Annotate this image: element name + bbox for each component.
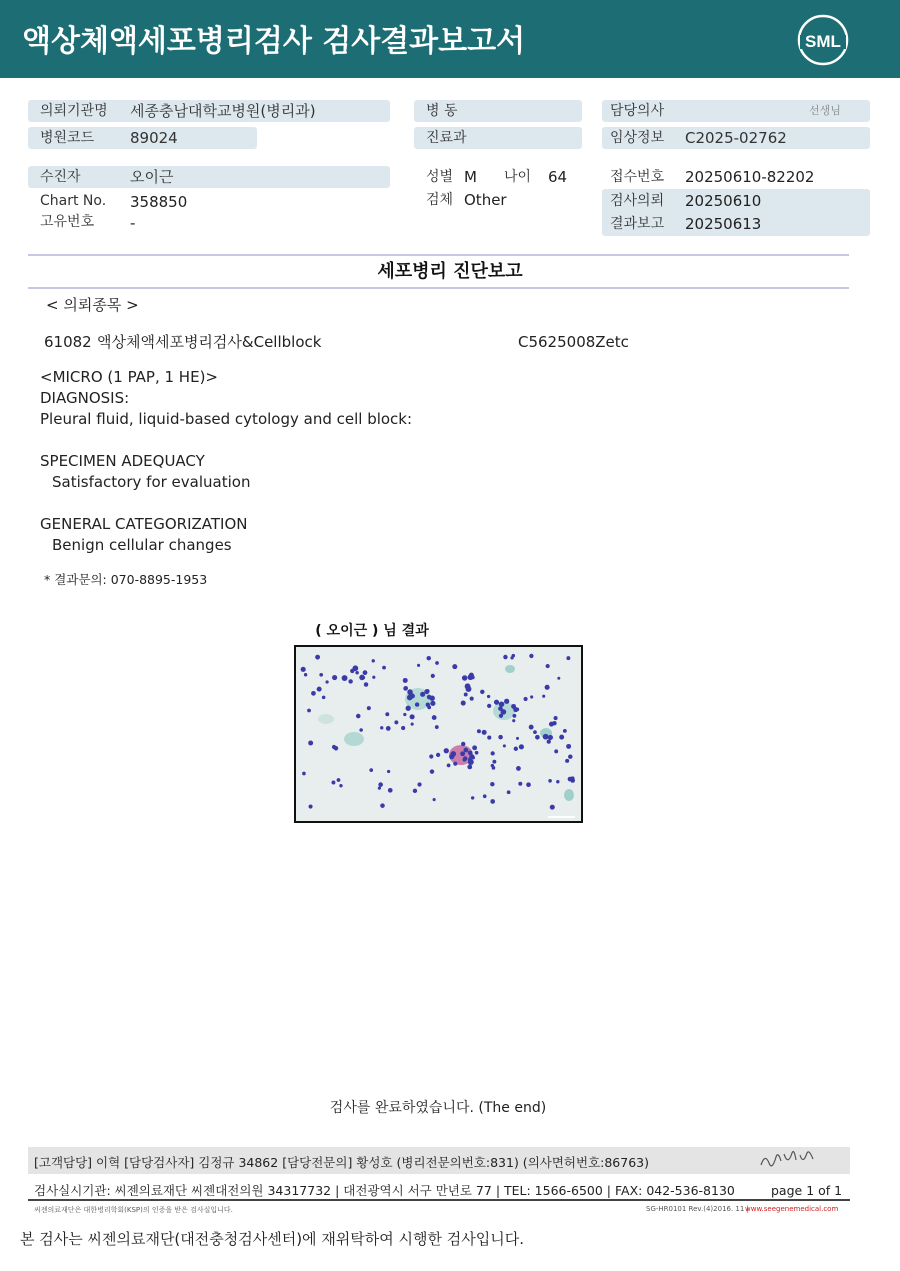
report-title-heading: 액상체액세포병리검사 검사결과보고서: [22, 24, 526, 59]
cell-dot: [401, 726, 405, 730]
footer-institution-line: 검사실시기관: 씨젠의료재단 씨젠대전의원 34317732 | 대전광역시 서구 만년로 77 | TEL: 1566-6500 | FAX: 042-536-8130: [34, 1183, 735, 1198]
cell-dot: [490, 799, 495, 804]
cell-dot: [388, 788, 393, 793]
cell-dot: [433, 798, 436, 801]
report-section-title: 세포병리 진단보고: [377, 261, 523, 282]
cell-dot: [554, 749, 558, 753]
cell-dot: [332, 675, 337, 680]
diagnosis-text: Pleural fluid, liquid-based cytology and cell block:: [40, 410, 413, 428]
cell-dot: [352, 665, 358, 671]
cell-dot: [403, 713, 406, 716]
cell-dot: [468, 750, 473, 755]
cell-dot: [367, 706, 371, 710]
test-ref: C5625008Zetc: [518, 333, 629, 351]
doctor-suffix: 선생님: [809, 104, 841, 117]
cell-dot: [468, 759, 474, 765]
footer-staff-line: [고객담당] 이혁 [담당검사자] 김정규 34862 [담당전문의] 황성호 (병리전문의번호:831) (의사면허번호:86763): [34, 1155, 649, 1170]
chart-label: Chart No.: [40, 193, 107, 209]
order-header: < 의뢰종목 >: [46, 296, 139, 314]
cell-dot: [380, 726, 383, 729]
cell-dot: [507, 790, 511, 794]
specimen-value: Other: [464, 191, 507, 209]
cell-dot: [380, 803, 385, 808]
cell-dot: [302, 772, 306, 776]
cell-dot: [514, 747, 518, 751]
cell-dot: [501, 709, 507, 715]
hospital-code-value: 89024: [130, 129, 178, 147]
cell-dot: [529, 725, 534, 730]
cell-dot: [432, 715, 437, 720]
footer-rule: [28, 1199, 850, 1201]
dates-box: [602, 189, 870, 236]
report-date-label: 결과보고: [610, 216, 665, 232]
cell-dot: [568, 777, 573, 782]
cell-dot: [359, 728, 363, 732]
receipt-value: 20250610-82202: [685, 168, 815, 186]
inquiry-text: * 결과문의: 070-8895-1953: [44, 572, 208, 587]
cell-dot: [487, 704, 491, 708]
sml-logo-icon: [796, 13, 850, 67]
cell-dot: [426, 656, 430, 660]
title-rule-top: [28, 254, 849, 256]
cell-dot: [430, 701, 435, 706]
cell-dot: [356, 714, 361, 719]
cell-dot: [413, 789, 417, 793]
dept-label: 진료과: [426, 130, 467, 146]
cell-dot: [453, 762, 457, 766]
adequacy-label: SPECIMEN ADEQUACY: [40, 452, 205, 470]
cell-dot: [529, 654, 533, 658]
cytology-micrograph: [294, 645, 583, 823]
cell-dot: [452, 664, 457, 669]
cell-dot: [301, 667, 306, 672]
cell-dot: [466, 686, 472, 692]
category-label: GENERAL CATEGORIZATION: [40, 515, 248, 533]
cell-dot: [556, 780, 559, 783]
cell-dot: [554, 716, 558, 720]
cell-dot: [550, 805, 555, 810]
patient-value: 오이근: [130, 168, 174, 186]
cell-dot: [322, 696, 326, 700]
cell-dot: [492, 766, 496, 770]
unique-label: 고유번호: [40, 214, 95, 230]
cell-dot: [308, 741, 313, 746]
sex-label: 성별: [426, 169, 454, 185]
ward-label: 병 동: [426, 103, 458, 119]
cell-dot: [386, 726, 391, 731]
institution-label: 의뢰기관명: [40, 103, 108, 119]
cell-dot: [447, 764, 451, 768]
cell-dot: [385, 712, 389, 716]
cell-dot: [410, 714, 415, 719]
test-code: 61082: [44, 333, 92, 351]
cell-dot: [503, 655, 507, 659]
cell-dot: [552, 721, 556, 725]
cell-dot: [342, 675, 348, 681]
hospital-code-label: 병원코드: [40, 130, 95, 146]
dept-row: [414, 127, 582, 149]
cell-dot: [319, 673, 323, 677]
cell-dot: [547, 739, 551, 743]
cell-dot: [372, 676, 375, 679]
cell-dot: [435, 725, 439, 729]
age-label: 나이: [504, 169, 532, 185]
cell-dot: [417, 664, 420, 667]
footer-fine-print: 씨젠의료재단은 대한병리학회(KSP)의 인증을 받은 검사실입니다.: [34, 1206, 233, 1214]
cell-dot: [490, 782, 494, 786]
cell-dot: [566, 656, 570, 660]
cell-dot: [557, 677, 560, 680]
cell-dot: [325, 680, 328, 683]
cell-dot: [369, 768, 373, 772]
cell-dot: [471, 796, 474, 799]
cell-dot: [337, 778, 341, 782]
cell-dot: [518, 782, 522, 786]
receipt-label: 접수번호: [610, 169, 665, 185]
doctor-label: 담당의사: [610, 103, 665, 119]
institution-value: 세종충남대학교병원(병리과): [130, 102, 316, 120]
cell-dot: [468, 674, 474, 680]
cell-dot: [470, 697, 474, 701]
cell-dot: [462, 675, 467, 680]
patient-label: 수진자: [40, 169, 81, 185]
cell-dot: [491, 751, 495, 755]
cell-dot: [516, 766, 521, 771]
chart-value: 358850: [130, 193, 188, 211]
cell-dot: [559, 735, 564, 740]
cell-dot: [499, 701, 505, 707]
subcontract-note: 본 검사는 씨젠의료재단(대전충청검사센터)에 재위탁하여 시행한 검사입니다.: [20, 1230, 524, 1248]
footer-form-code: SG-HR0101 Rev.(4)2016. 11 |: [646, 1205, 749, 1213]
cell-dot: [431, 674, 435, 678]
cell-dot: [472, 745, 477, 750]
cell-dot: [513, 707, 518, 712]
end-text: 검사를 완료하였습니다. (The end): [329, 1100, 547, 1116]
cell-dot: [461, 701, 466, 706]
micrograph-svg: [296, 647, 581, 821]
cell-dot: [334, 746, 339, 751]
cell-dot: [308, 804, 312, 808]
test-name: 액상체액세포병리검사&Cellblock: [97, 333, 322, 351]
cell-dot: [415, 702, 419, 706]
cell-dot: [363, 670, 368, 675]
cell-dot: [512, 714, 516, 718]
cell-dot: [394, 720, 398, 724]
report-header: [0, 0, 900, 78]
cell-dot: [566, 744, 571, 749]
cell-dot: [482, 730, 487, 735]
cell-dot: [372, 659, 375, 662]
clinical-label: 임상정보: [610, 130, 665, 146]
cell-dot: [307, 709, 311, 713]
hospital-code-row: [28, 127, 257, 149]
cell-dot: [411, 723, 414, 726]
cell-dot: [492, 760, 496, 764]
ward-row: [414, 100, 582, 122]
cell-dot: [487, 695, 490, 698]
cell-dot: [460, 751, 465, 756]
cell-dot: [417, 782, 421, 786]
cell-dot: [304, 673, 307, 676]
signature-mark: [758, 1149, 818, 1173]
category-text: Benign cellular changes: [52, 536, 232, 554]
cell-dot: [563, 729, 567, 733]
request-label: 검사의뢰: [610, 193, 665, 209]
image-caption: ( 오이근 ) 님 결과: [315, 623, 429, 639]
cell-dot: [348, 679, 352, 683]
doctor-row: [602, 100, 870, 122]
logo-text: SML: [805, 32, 841, 51]
cell-dot: [526, 782, 531, 787]
diagnosis-label: DIAGNOSIS:: [40, 389, 130, 407]
cell-dot: [503, 744, 506, 747]
cell-dot: [406, 706, 411, 711]
cell-dot: [504, 699, 509, 704]
cell-dot: [420, 692, 425, 697]
request-value: 20250610: [685, 192, 762, 210]
report-date-value: 20250613: [685, 215, 762, 233]
clinical-row: [602, 127, 870, 149]
cell-dot: [546, 664, 550, 668]
cell-dot: [339, 784, 342, 787]
cell-dot: [477, 729, 481, 733]
cell-dot: [364, 682, 368, 686]
cell-dot: [463, 756, 468, 761]
cell-dot: [464, 693, 468, 697]
cell-dot: [487, 736, 491, 740]
cell-dot: [451, 751, 457, 757]
cell-dot: [378, 782, 383, 787]
cell-dot: [444, 748, 449, 753]
cell-dot: [407, 695, 413, 701]
cell-dot: [548, 735, 553, 740]
cell-dot: [512, 719, 515, 722]
cell-dot: [429, 754, 433, 758]
cell-dot: [498, 735, 503, 740]
cell-dot: [426, 689, 430, 693]
cell-dot: [430, 769, 434, 773]
specimen-label: 검체: [426, 192, 454, 208]
adequacy-text: Satisfactory for evaluation: [52, 473, 251, 491]
cell-dot: [382, 666, 386, 670]
cell-dot: [464, 748, 469, 753]
cell-dot: [480, 690, 484, 694]
age-value: 64: [548, 168, 568, 186]
cell-dot: [519, 744, 524, 749]
cell-dot: [315, 655, 320, 660]
cell-dot: [429, 696, 434, 701]
title-rule-bottom: [28, 287, 849, 289]
cell-dot: [516, 737, 519, 740]
cell-dot: [548, 779, 552, 783]
cell-dot: [483, 794, 487, 798]
cell-dot: [387, 770, 390, 773]
cell-dot: [494, 700, 499, 705]
cell-dot: [533, 730, 537, 734]
cell-dot: [403, 678, 408, 683]
cell-dot: [461, 742, 465, 746]
cell-dot: [436, 753, 440, 757]
cell-dot: [435, 661, 439, 665]
cell-dot: [545, 685, 550, 690]
cell-dot: [511, 654, 515, 658]
clinical-value: C2025-02762: [685, 129, 787, 147]
micro-line: <MICRO (1 PAP, 1 HE)>: [40, 368, 218, 386]
cell-dot: [542, 695, 545, 698]
cell-dot: [311, 691, 316, 696]
unique-value: -: [130, 214, 136, 232]
cell-dot: [524, 697, 528, 701]
footer-url-link[interactable]: www.seegenemedical.com: [745, 1205, 839, 1213]
cell-dot: [331, 781, 335, 785]
cell-dot: [530, 695, 533, 698]
cell-dot: [568, 754, 572, 758]
cell-dot: [362, 676, 365, 679]
cell-dot: [427, 705, 431, 709]
cell-dot: [317, 687, 322, 692]
cell-dot: [543, 734, 549, 740]
cell-dot: [403, 687, 407, 691]
cell-dot: [535, 735, 540, 740]
sex-value: M: [464, 168, 477, 186]
patient-row: [28, 166, 390, 188]
cell-dot: [475, 751, 479, 755]
institution-row: [28, 100, 390, 122]
cell-dot: [565, 759, 569, 763]
cell-dot: [467, 764, 472, 769]
cell-dot: [378, 786, 381, 789]
cell-dot: [355, 671, 358, 674]
page-number: page 1 of 1: [771, 1183, 843, 1198]
